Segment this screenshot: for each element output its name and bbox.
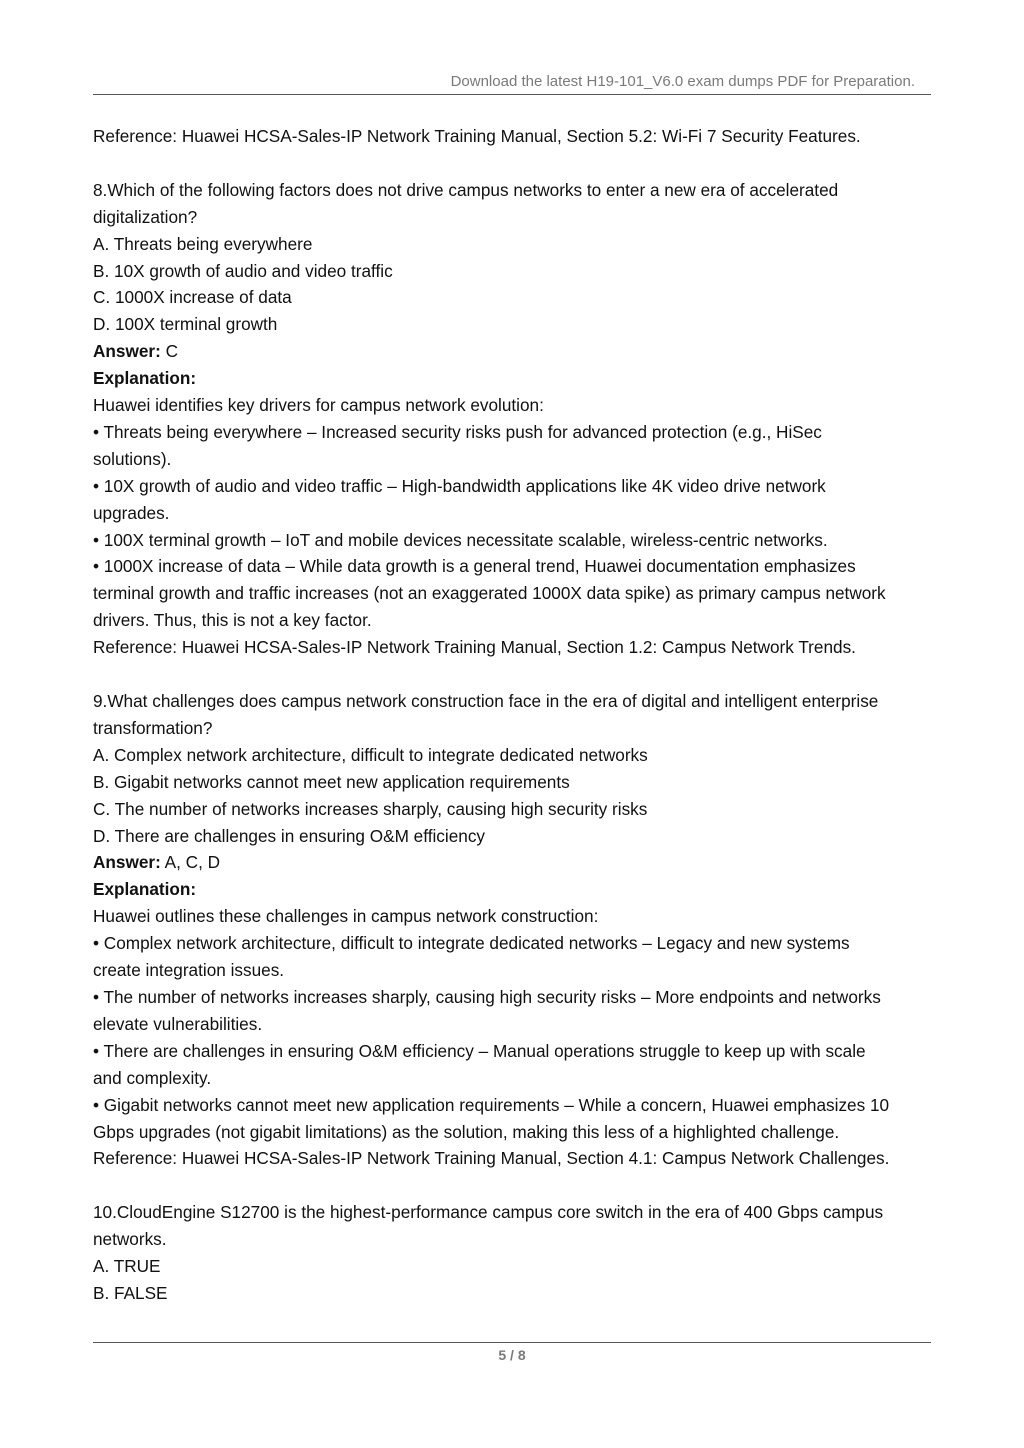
explanation-line: • There are challenges in ensuring O&M efficiency – Manual operations struggle to keep up with scale — [93, 1040, 866, 1061]
footer-divider — [93, 1342, 931, 1343]
question-text-line: 10.CloudEngine S12700 is the highest-performance campus core switch in the era of 400 Gbps campus — [93, 1202, 884, 1223]
explanation-line: create integration issues. — [93, 960, 285, 981]
option-a: A. Complex network architecture, difficult to integrate dedicated networks — [93, 744, 648, 765]
question-text-line: digitalization? — [93, 206, 198, 227]
explanation-line: • Gigabit networks cannot meet new application requirements – While a concern, Huawei emphasizes 10 — [93, 1094, 890, 1115]
explanation-line: Huawei identifies key drivers for campus network evolution: — [93, 395, 544, 416]
option-d: D. 100X terminal growth — [93, 314, 278, 335]
question-text-line: 8.Which of the following factors does not drive campus networks to enter a new era of accelerated — [93, 179, 839, 200]
explanation-line: elevate vulnerabilities. — [93, 1013, 263, 1034]
top-reference: Reference: Huawei HCSA-Sales-IP Network Training Manual, Section 5.2: Wi-Fi 7 Security Features. — [93, 126, 861, 146]
question-block-8 — [93, 177, 935, 661]
explanation-label: Explanation: — [93, 879, 197, 900]
answer-line — [93, 849, 935, 876]
explanation-line: terminal growth and traffic increases (not an exaggerated 1000X data spike) as primary campus network — [93, 583, 886, 604]
answer-value: A, C, D — [160, 852, 221, 873]
spacer — [93, 1172, 935, 1199]
spacer — [93, 661, 935, 688]
explanation-line: • Complex network architecture, difficult to integrate dedicated networks – Legacy and new systems — [93, 933, 850, 954]
page-header-text: Download the latest H19-101_V6.0 exam dumps PDF for Preparation. — [450, 73, 915, 90]
header-divider — [93, 94, 931, 95]
question-block-10 — [93, 1199, 935, 1307]
option-b: B. Gigabit networks cannot meet new application requirements — [93, 771, 570, 792]
answer-value: C — [160, 341, 178, 362]
page-content — [93, 123, 935, 1307]
spacer — [93, 150, 935, 177]
question-block-9 — [93, 688, 935, 1172]
explanation-label: Explanation: — [93, 368, 197, 389]
reference-line: Reference: Huawei HCSA-Sales-IP Network Training Manual, Section 4.1: Campus Network Challenges. — [93, 1148, 890, 1169]
explanation-line: • 1000X increase of data – While data growth is a general trend, Huawei documentation emphasizes — [93, 556, 856, 577]
question-text-line: networks. — [93, 1229, 167, 1250]
explanation-line: • Threats being everywhere – Increased security risks push for advanced protection (e.g., HiSec — [93, 421, 822, 442]
answer-line — [93, 338, 935, 365]
explanation-line: upgrades. — [93, 502, 170, 523]
question-text-line: 9.What challenges does campus network construction face in the era of digital and intelligent enterprise — [93, 691, 879, 711]
explanation-line: • 10X growth of audio and video traffic – High-bandwidth applications like 4K video drive network — [93, 475, 826, 496]
explanation-line: and complexity. — [93, 1067, 212, 1088]
explanation-line: Huawei outlines these challenges in campus network construction: — [93, 906, 599, 927]
explanation-line: • The number of networks increases sharply, causing high security risks – More endpoints and networks — [93, 986, 881, 1007]
option-d: D. There are challenges in ensuring O&M efficiency — [93, 825, 486, 846]
page-number: 5 / 8 — [498, 1347, 526, 1363]
option-b: B. 10X growth of audio and video traffic — [93, 260, 393, 281]
explanation-line: Gbps upgrades (not gigabit limitations) as the solution, making this less of a highlighted challenge. — [93, 1121, 840, 1142]
explanation-line: solutions). — [93, 448, 172, 469]
answer-label: Answer: — [93, 852, 161, 873]
reference-line: Reference: Huawei HCSA-Sales-IP Network Training Manual, Section 1.2: Campus Network Trends. — [93, 637, 856, 658]
answer-label: Answer: — [93, 341, 161, 362]
option-c: C. The number of networks increases sharply, causing high security risks — [93, 798, 648, 819]
option-c: C. 1000X increase of data — [93, 287, 292, 308]
explanation-line: drivers. Thus, this is not a key factor. — [93, 610, 372, 631]
option-a: A. Threats being everywhere — [93, 233, 313, 254]
option-b: B. FALSE — [93, 1282, 168, 1303]
explanation-line: • 100X terminal growth – IoT and mobile devices necessitate scalable, wireless-centric networks. — [93, 529, 828, 550]
option-a: A. TRUE — [93, 1256, 161, 1277]
question-text-line: transformation? — [93, 717, 213, 738]
